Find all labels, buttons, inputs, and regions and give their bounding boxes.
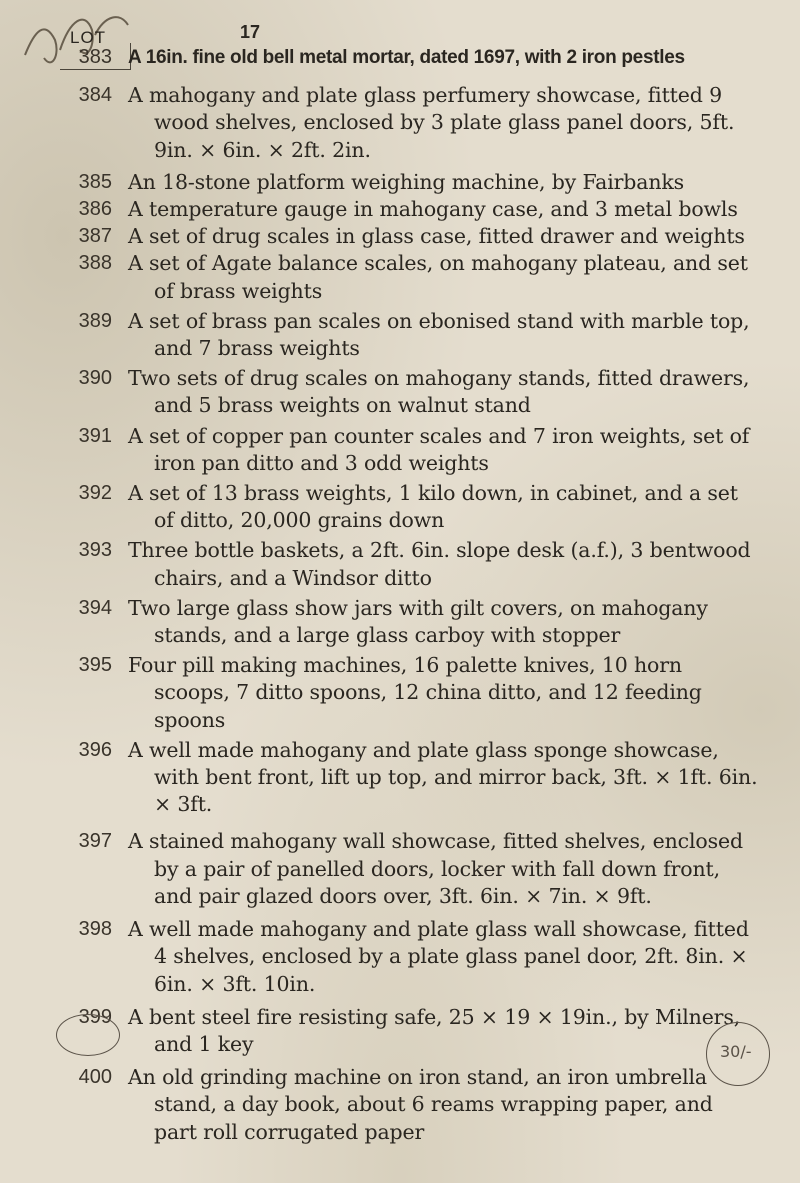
page-number: 17	[240, 22, 261, 42]
lot-entry	[0, 1064, 800, 1146]
lot-description: A mahogany and plate glass perfumery showcase, fitted 9 wood shelves, enclosed by 3 plate glass panel doors, 5ft. 9in. × 6in. × 2ft. 2in.	[128, 83, 735, 162]
lot-description: Two large glass show jars with gilt covers, on mahogany stands, and a large glass carboy with stopper	[128, 595, 708, 648]
lot-entry	[0, 169, 800, 196]
lot-description: Three bottle baskets, a 2ft. 6in. slope desk (a.f.), 3 bentwood chairs, and a Windsor ditto	[128, 538, 751, 590]
lot-entry	[0, 595, 800, 649]
lot-number: 400	[78, 1066, 112, 1089]
lot-number: 387	[78, 225, 112, 248]
lot-column-label: LOT	[70, 28, 107, 47]
lot-entry	[0, 250, 800, 304]
lot-entry	[0, 537, 800, 591]
lot-number: 388	[78, 252, 112, 275]
lot-entry	[0, 223, 800, 250]
lot-description: A temperature gauge in mahogany case, and 3 metal bowls	[128, 197, 738, 222]
lot-number: 396	[78, 738, 112, 761]
lot-entry	[0, 44, 800, 71]
lot-number: 397	[78, 830, 112, 853]
lot-entry	[0, 82, 800, 164]
lot-number: 390	[78, 367, 112, 390]
lot-description: A set of copper pan counter scales and 7 iron weights, set of iron pan ditto and 3 odd weights	[128, 423, 750, 475]
lot-entry	[0, 828, 800, 910]
lot-description: Four pill making machines, 16 palette knives, 10 horn scoops, 7 ditto spoons, 12 china ditto, and 12 feeding spoons	[128, 653, 702, 732]
lot-description: Two sets of drug scales on mahogany stands, fitted drawers, and 5 brass weights on walnut stand	[128, 366, 750, 418]
lot-entry	[0, 737, 800, 819]
lot-number: 398	[78, 918, 112, 941]
lot-number: 393	[78, 539, 112, 562]
lot-description: An old grinding machine on iron stand, an iron umbrella stand, a day book, about 6 reams wrapping paper, and part roll corrugated paper	[128, 1065, 713, 1144]
lot-number: 399	[78, 1005, 112, 1028]
margin-note-price: 30/-	[720, 1042, 752, 1061]
lot-number: 383	[78, 46, 112, 68]
lot-entry	[0, 365, 800, 419]
lot-number: 386	[78, 198, 112, 221]
lot-number: 384	[78, 84, 112, 107]
lot-description: A set of brass pan scales on ebonised stand with marble top, and 7 brass weights	[128, 308, 750, 361]
lot-entry	[0, 423, 800, 477]
lot-entry	[0, 916, 800, 998]
lot-number: 394	[78, 596, 112, 619]
lot-list	[0, 44, 800, 1146]
lot-description: A set of 13 brass weights, 1 kilo down, in cabinet, and a set of ditto, 20,000 grains down	[128, 481, 738, 533]
lot-number: 391	[78, 424, 112, 447]
lot-description: A set of drug scales in glass case, fitted drawer and weights	[128, 224, 745, 249]
lot-entry	[0, 480, 800, 534]
lot-entry	[0, 1004, 800, 1058]
lot-number: 389	[78, 309, 112, 332]
lot-number: 392	[78, 482, 112, 505]
lot-description: A bent steel fire resisting safe, 25 × 19 × 19in., by Milners, and 1 key	[128, 1004, 741, 1056]
lot-description: A 16in. fine old bell metal mortar, dated 1697, with 2 iron pestles	[128, 47, 685, 68]
lot-description: A well made mahogany and plate glass wall showcase, fitted 4 shelves, enclosed by a plate glass panel door, 2ft. 8in. × 6in. × 3ft. 10in.	[128, 917, 749, 996]
lot-number: 385	[78, 170, 112, 193]
lot-description: A stained mahogany wall showcase, fitted shelves, enclosed by a pair of panelled doors, locker with fall down front, and pair glazed doors over, 3ft. 6in. × 7in. × 9ft.	[128, 829, 743, 908]
lot-description: A well made mahogany and plate glass sponge showcase, with bent front, lift up top, and mirror back, 3ft. × 1ft. 6in. × 3ft.	[128, 737, 758, 817]
lot-number: 395	[78, 654, 112, 677]
lot-description: A set of Agate balance scales, on mahogany plateau, and set of brass weights	[128, 251, 748, 303]
lot-entry	[0, 652, 800, 734]
lot-entry	[0, 196, 800, 223]
lot-description: An 18-stone platform weighing machine, by Fairbanks	[128, 169, 685, 194]
lot-entry	[0, 308, 800, 362]
